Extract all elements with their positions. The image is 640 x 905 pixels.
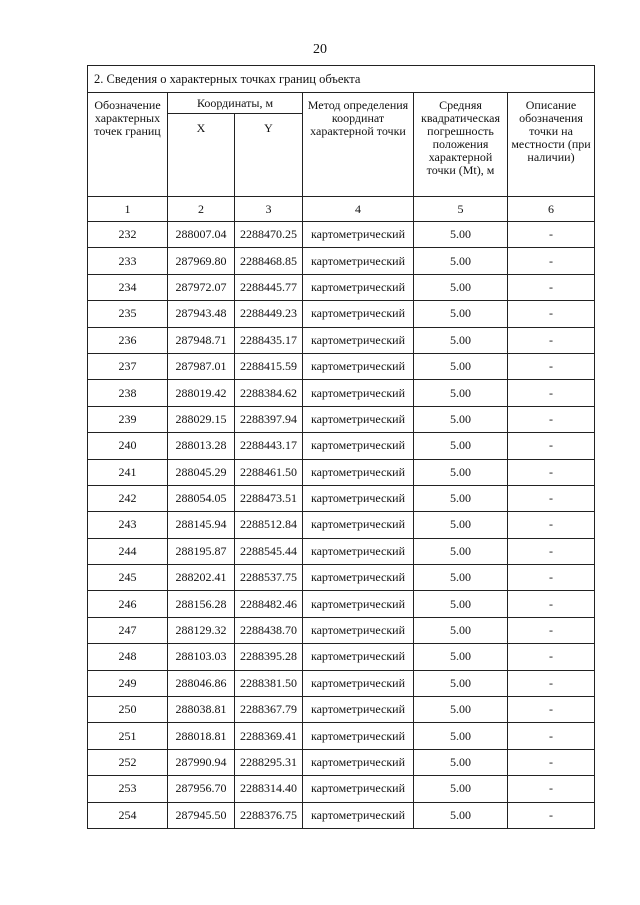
error-cell: 5.00 <box>414 274 508 300</box>
table-row <box>88 353 595 379</box>
error-cell: 5.00 <box>414 353 508 379</box>
y-coordinate-cell: 2288295.31 <box>235 749 303 775</box>
header-row <box>88 93 595 114</box>
y-coordinate-cell: 2288415.59 <box>235 353 303 379</box>
x-coordinate-cell: 288019.42 <box>168 380 235 406</box>
x-coordinate-cell: 287969.80 <box>168 248 235 274</box>
x-coordinate-cell: 287945.50 <box>168 802 235 828</box>
header-y: Y <box>235 114 303 197</box>
column-number-row <box>88 197 595 222</box>
point-id-cell: 248 <box>88 644 168 670</box>
table-row <box>88 802 595 828</box>
description-cell: - <box>508 697 595 723</box>
x-coordinate-cell: 288145.94 <box>168 512 235 538</box>
section-title: 2. Сведения о характерных точках границ объекта <box>88 66 595 93</box>
error-cell: 5.00 <box>414 565 508 591</box>
point-id-cell: 235 <box>88 301 168 327</box>
y-coordinate-cell: 2288381.50 <box>235 670 303 696</box>
x-coordinate-cell: 288195.87 <box>168 538 235 564</box>
y-coordinate-cell: 2288482.46 <box>235 591 303 617</box>
description-cell: - <box>508 644 595 670</box>
error-cell: 5.00 <box>414 433 508 459</box>
y-coordinate-cell: 2288473.51 <box>235 485 303 511</box>
description-cell: - <box>508 565 595 591</box>
y-coordinate-cell: 2288443.17 <box>235 433 303 459</box>
y-coordinate-cell: 2288468.85 <box>235 248 303 274</box>
point-id-cell: 247 <box>88 617 168 643</box>
method-cell: картометрический <box>303 512 414 538</box>
method-cell: картометрический <box>303 802 414 828</box>
table-row <box>88 327 595 353</box>
header-error: Средняя квадратическая погрешность положения характерной точки (Mt), м <box>414 93 508 197</box>
x-coordinate-cell: 288202.41 <box>168 565 235 591</box>
description-cell: - <box>508 776 595 802</box>
point-id-cell: 242 <box>88 485 168 511</box>
section-title-row <box>88 66 595 93</box>
description-cell: - <box>508 512 595 538</box>
error-cell: 5.00 <box>414 749 508 775</box>
x-coordinate-cell: 288046.86 <box>168 670 235 696</box>
header-method: Метод определения координат характерной точки <box>303 93 414 197</box>
point-id-cell: 244 <box>88 538 168 564</box>
y-coordinate-cell: 2288384.62 <box>235 380 303 406</box>
point-id-cell: 232 <box>88 222 168 248</box>
point-id-cell: 245 <box>88 565 168 591</box>
table-row <box>88 591 595 617</box>
error-cell: 5.00 <box>414 222 508 248</box>
y-coordinate-cell: 2288314.40 <box>235 776 303 802</box>
x-coordinate-cell: 287972.07 <box>168 274 235 300</box>
point-id-cell: 238 <box>88 380 168 406</box>
column-number: 5 <box>414 197 508 222</box>
description-cell: - <box>508 301 595 327</box>
description-cell: - <box>508 248 595 274</box>
point-id-cell: 236 <box>88 327 168 353</box>
point-id-cell: 246 <box>88 591 168 617</box>
x-coordinate-cell: 288018.81 <box>168 723 235 749</box>
method-cell: картометрический <box>303 380 414 406</box>
column-number: 2 <box>168 197 235 222</box>
description-cell: - <box>508 538 595 564</box>
table-row <box>88 485 595 511</box>
x-coordinate-cell: 287990.94 <box>168 749 235 775</box>
point-id-cell: 234 <box>88 274 168 300</box>
x-coordinate-cell: 287987.01 <box>168 353 235 379</box>
x-coordinate-cell: 288103.03 <box>168 644 235 670</box>
method-cell: картометрический <box>303 274 414 300</box>
description-cell: - <box>508 670 595 696</box>
table-row <box>88 248 595 274</box>
point-id-cell: 241 <box>88 459 168 485</box>
column-number: 3 <box>235 197 303 222</box>
y-coordinate-cell: 2288369.41 <box>235 723 303 749</box>
method-cell: картометрический <box>303 617 414 643</box>
error-cell: 5.00 <box>414 406 508 432</box>
method-cell: картометрический <box>303 485 414 511</box>
method-cell: картометрический <box>303 353 414 379</box>
y-coordinate-cell: 2288537.75 <box>235 565 303 591</box>
page-number: 20 <box>313 42 327 57</box>
description-cell: - <box>508 433 595 459</box>
x-coordinate-cell: 287956.70 <box>168 776 235 802</box>
table-row <box>88 222 595 248</box>
table-row <box>88 512 595 538</box>
x-coordinate-cell: 288029.15 <box>168 406 235 432</box>
y-coordinate-cell: 2288545.44 <box>235 538 303 564</box>
table-row <box>88 406 595 432</box>
x-coordinate-cell: 288129.32 <box>168 617 235 643</box>
method-cell: картометрический <box>303 433 414 459</box>
x-coordinate-cell: 287943.48 <box>168 301 235 327</box>
description-cell: - <box>508 617 595 643</box>
table-row <box>88 433 595 459</box>
table-row <box>88 697 595 723</box>
x-coordinate-cell: 288045.29 <box>168 459 235 485</box>
table-row <box>88 301 595 327</box>
method-cell: картометрический <box>303 565 414 591</box>
error-cell: 5.00 <box>414 459 508 485</box>
point-id-cell: 252 <box>88 749 168 775</box>
y-coordinate-cell: 2288367.79 <box>235 697 303 723</box>
table-row <box>88 670 595 696</box>
error-cell: 5.00 <box>414 776 508 802</box>
x-coordinate-cell: 288007.04 <box>168 222 235 248</box>
table-row <box>88 644 595 670</box>
column-number: 4 <box>303 197 414 222</box>
table-row <box>88 459 595 485</box>
point-id-cell: 233 <box>88 248 168 274</box>
y-coordinate-cell: 2288470.25 <box>235 222 303 248</box>
point-id-cell: 239 <box>88 406 168 432</box>
y-coordinate-cell: 2288395.28 <box>235 644 303 670</box>
point-id-cell: 250 <box>88 697 168 723</box>
table-row <box>88 776 595 802</box>
x-coordinate-cell: 287948.71 <box>168 327 235 353</box>
point-id-cell: 243 <box>88 512 168 538</box>
error-cell: 5.00 <box>414 802 508 828</box>
header-description: Описание обозначения точки на местности (при наличии) <box>508 93 595 197</box>
method-cell: картометрический <box>303 749 414 775</box>
error-cell: 5.00 <box>414 591 508 617</box>
error-cell: 5.00 <box>414 327 508 353</box>
error-cell: 5.00 <box>414 617 508 643</box>
description-cell: - <box>508 222 595 248</box>
point-id-cell: 237 <box>88 353 168 379</box>
method-cell: картометрический <box>303 538 414 564</box>
method-cell: картометрический <box>303 222 414 248</box>
y-coordinate-cell: 2288445.77 <box>235 274 303 300</box>
point-id-cell: 254 <box>88 802 168 828</box>
error-cell: 5.00 <box>414 512 508 538</box>
error-cell: 5.00 <box>414 670 508 696</box>
point-id-cell: 249 <box>88 670 168 696</box>
table-row <box>88 617 595 643</box>
column-number: 1 <box>88 197 168 222</box>
table-row <box>88 274 595 300</box>
y-coordinate-cell: 2288397.94 <box>235 406 303 432</box>
description-cell: - <box>508 406 595 432</box>
point-id-cell: 251 <box>88 723 168 749</box>
y-coordinate-cell: 2288449.23 <box>235 301 303 327</box>
boundary-points-table <box>87 65 595 829</box>
description-cell: - <box>508 749 595 775</box>
x-coordinate-cell: 288013.28 <box>168 433 235 459</box>
method-cell: картометрический <box>303 327 414 353</box>
error-cell: 5.00 <box>414 248 508 274</box>
y-coordinate-cell: 2288512.84 <box>235 512 303 538</box>
method-cell: картометрический <box>303 248 414 274</box>
method-cell: картометрический <box>303 644 414 670</box>
error-cell: 5.00 <box>414 485 508 511</box>
method-cell: картометрический <box>303 459 414 485</box>
y-coordinate-cell: 2288461.50 <box>235 459 303 485</box>
x-coordinate-cell: 288156.28 <box>168 591 235 617</box>
method-cell: картометрический <box>303 697 414 723</box>
y-coordinate-cell: 2288438.70 <box>235 617 303 643</box>
description-cell: - <box>508 591 595 617</box>
method-cell: картометрический <box>303 301 414 327</box>
method-cell: картометрический <box>303 591 414 617</box>
method-cell: картометрический <box>303 776 414 802</box>
method-cell: картометрический <box>303 723 414 749</box>
table-row <box>88 380 595 406</box>
description-cell: - <box>508 485 595 511</box>
error-cell: 5.00 <box>414 644 508 670</box>
description-cell: - <box>508 459 595 485</box>
description-cell: - <box>508 353 595 379</box>
header-designation: Обозначение характерных точек границ <box>88 93 168 197</box>
method-cell: картометрический <box>303 670 414 696</box>
error-cell: 5.00 <box>414 723 508 749</box>
error-cell: 5.00 <box>414 380 508 406</box>
x-coordinate-cell: 288038.81 <box>168 697 235 723</box>
table-row <box>88 565 595 591</box>
description-cell: - <box>508 274 595 300</box>
error-cell: 5.00 <box>414 538 508 564</box>
description-cell: - <box>508 327 595 353</box>
y-coordinate-cell: 2288435.17 <box>235 327 303 353</box>
point-id-cell: 253 <box>88 776 168 802</box>
table-row <box>88 538 595 564</box>
table-row <box>88 723 595 749</box>
description-cell: - <box>508 380 595 406</box>
column-number: 6 <box>508 197 595 222</box>
point-id-cell: 240 <box>88 433 168 459</box>
error-cell: 5.00 <box>414 301 508 327</box>
table-row <box>88 749 595 775</box>
x-coordinate-cell: 288054.05 <box>168 485 235 511</box>
y-coordinate-cell: 2288376.75 <box>235 802 303 828</box>
header-x: X <box>168 114 235 197</box>
method-cell: картометрический <box>303 406 414 432</box>
header-coordinates: Координаты, м <box>168 93 303 114</box>
error-cell: 5.00 <box>414 697 508 723</box>
description-cell: - <box>508 802 595 828</box>
description-cell: - <box>508 723 595 749</box>
